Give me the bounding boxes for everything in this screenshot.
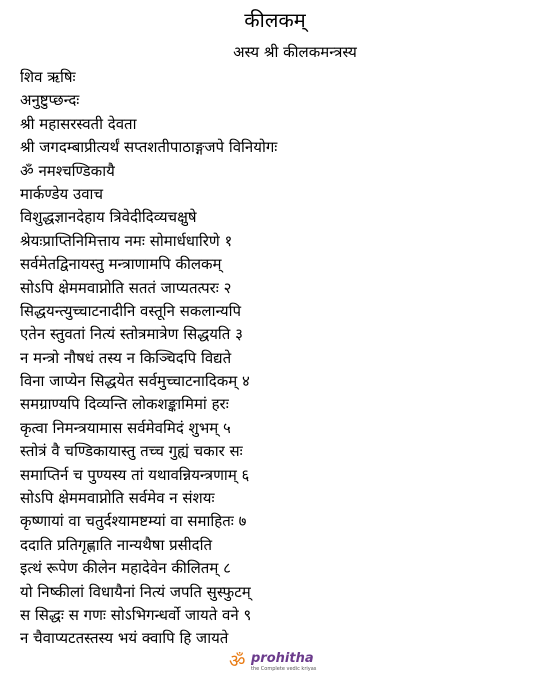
- verse-line: एतेन स्तुवतां नित्यं स्तोत्रमात्रेण सिद्धयति ३: [20, 325, 243, 344]
- verse-line: सोऽपि क्षेममवाप्नोति सततं जाप्यतत्परः २: [20, 278, 232, 297]
- verse-line: ॐ नमश्चण्डिकायै: [20, 161, 115, 180]
- verse-line: मार्कण्डेय उवाच: [20, 184, 103, 203]
- verse-line: विना जाप्येन सिद्धयेत सर्वमुच्चाटनादिकम् ४: [20, 372, 250, 391]
- verse-line: श्रेयःप्राप्तिनिमित्ताय नमः सोमार्धधारिणे १: [20, 231, 233, 250]
- verse-line: सर्वमेतद्विनायस्तु मन्त्राणामपि कीलकम्: [20, 255, 222, 274]
- verse-line: यो निष्कीलां विधायैनां नित्यं जपति सुस्फुटम्: [20, 582, 251, 601]
- verse-line: इत्थं रूपेण कीलेन महादेवेन कीलितम् ८: [20, 559, 231, 578]
- page-subtitle: अस्य श्री कीलकमन्त्रस्य: [233, 43, 357, 61]
- verse-line: ददाति प्रतिगृह्णाति नान्यथैषा प्रसीदति: [20, 535, 213, 554]
- verse-line: न मन्त्रो नौषधं तस्य न किञ्चिदपि विद्यते: [20, 348, 232, 367]
- verse-line: सिद्धयन्त्युच्चाटनादीनि वस्तूनि सकलान्यपि: [20, 301, 242, 320]
- verse-line: स सिद्धः स गणः सोऽभिगन्धर्वो जायते वने ९: [20, 605, 252, 624]
- verse-line: न चैवाप्यटतस्तस्य भयं क्वापि हि जायते: [20, 629, 229, 648]
- verse-line: समाप्तिर्न च पुण्यस्य तां यथावन्नियन्त्रणाम् ६: [20, 465, 250, 484]
- om-symbol-icon: ॐ: [229, 651, 246, 672]
- logo-brand-name: prohitha: [251, 651, 314, 666]
- verse-line: सोऽपि क्षेममवाप्नोति सर्वमेव न संशयः: [20, 489, 215, 508]
- prohitha-logo: [229, 652, 319, 676]
- verse-line: अनुष्टुप्छन्दः: [20, 91, 80, 110]
- logo-tagline: the Complete vedic kriyas: [251, 666, 317, 672]
- page-title: कीलकम्: [244, 8, 306, 32]
- verse-line: श्री महासरस्वती देवता: [20, 114, 137, 133]
- verse-line: कृष्णायां वा चतुर्दश्यामष्टम्यां वा समाहितः ७: [20, 512, 247, 531]
- verse-list: [20, 66, 540, 651]
- verse-line: स्तोत्रं वै चण्डिकायास्तु तच्च गुह्यं चकार सः: [20, 442, 243, 461]
- verse-line: शिव ऋषिः: [20, 68, 76, 86]
- verse-line: श्री जगदम्बाप्रीत्यर्थं सप्तशतीपाठाङ्गजपे विनियोगः: [20, 138, 278, 157]
- verse-line: विशुद्धज्ञानदेहाय त्रिवेदीदिव्यचक्षुषे: [20, 208, 197, 227]
- verse-line: कृत्वा निमन्त्रयामास सर्वमेवमिदं शुभम् ५: [20, 418, 231, 437]
- verse-line: समग्राण्यपि दिव्यन्ति लोकशङ्कामिमां हरः: [20, 395, 229, 414]
